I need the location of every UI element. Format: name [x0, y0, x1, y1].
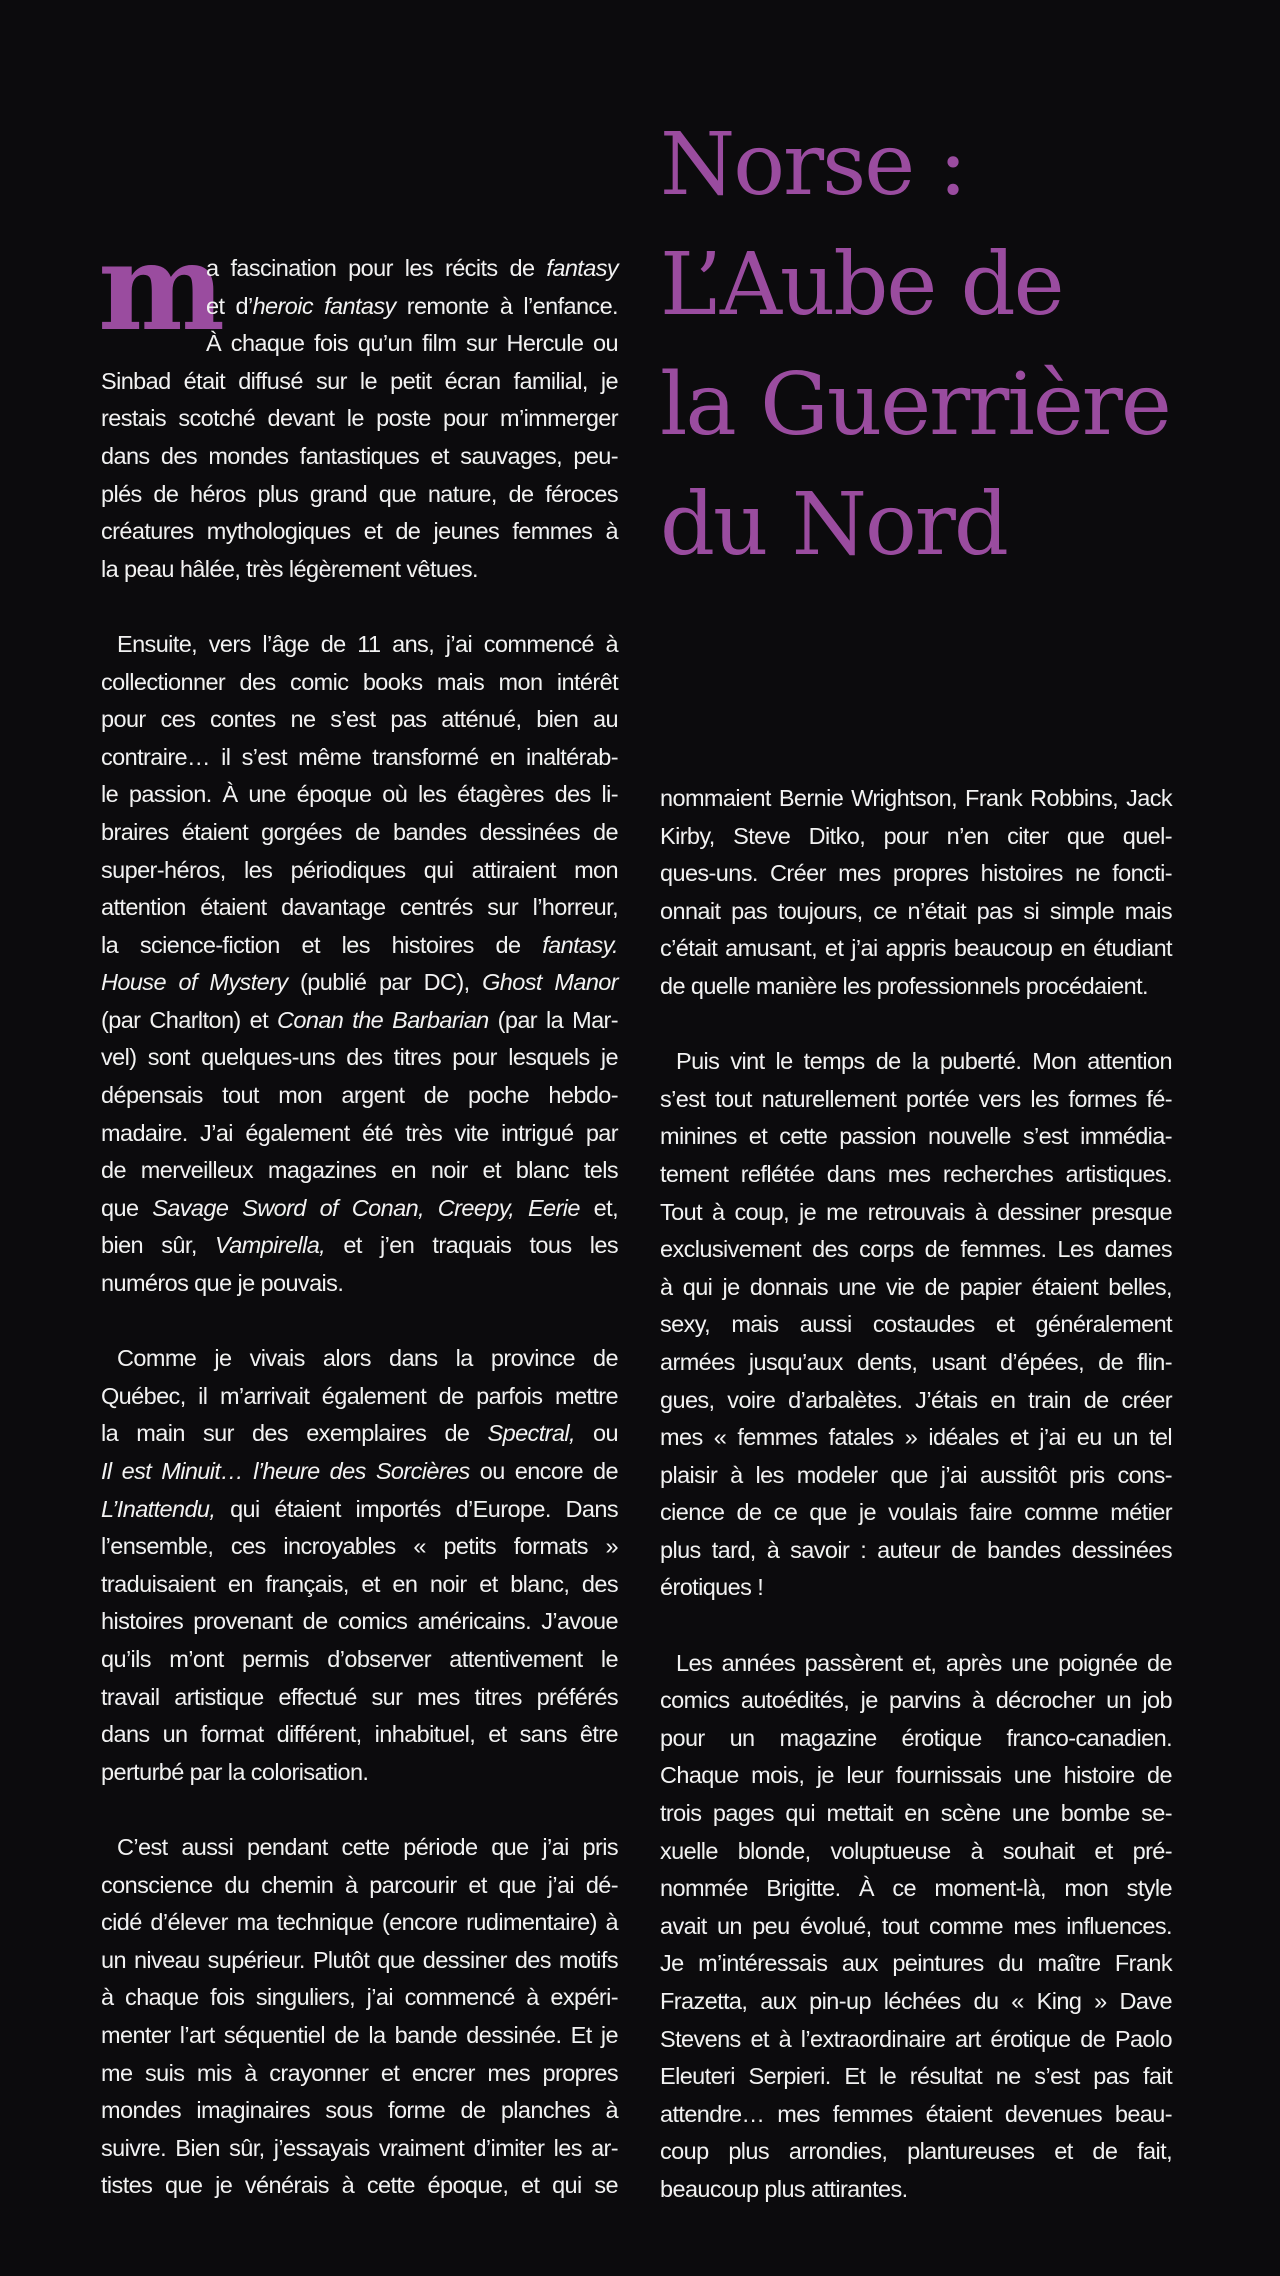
- text-line: tement reflétée dans mes recherches artistiques.: [660, 1160, 1172, 1187]
- italic-title: fantasy: [546, 255, 618, 281]
- text-line: plaisir à les modeler que j’ai aussitôt pris cons-: [660, 1461, 1172, 1488]
- text-line: Tout à coup, je me retrouvais à dessiner presque: [660, 1198, 1172, 1225]
- right-column: [660, 780, 1172, 2209]
- text-line: à chaque fois singuliers, j’ai commencé à expéri-: [101, 1984, 618, 2011]
- text-line: Puis vint le temps de la puberté. Mon attention: [676, 1048, 1172, 1075]
- text-line: dans des mondes fantastiques et sauvages, peu-: [101, 442, 618, 469]
- text-line: House of Mystery (publié par DC), Ghost Manor: [101, 969, 618, 996]
- text-line: créatures mythologiques et de jeunes femmes à: [101, 518, 618, 545]
- text-line: Québec, il m’arrivait également de parfois mettre: [101, 1382, 618, 1409]
- text-line: restais scotché devant le poste pour m’immerger: [101, 405, 618, 432]
- title-line: Norse :: [660, 115, 966, 215]
- text-line: suivre. Bien sûr, j’essayais vraiment d’imiter les ar-: [101, 2134, 618, 2161]
- text-line: (par Charlton) et Conan the Barbarian (par la Mar-: [101, 1006, 618, 1033]
- text-line: ques-uns. Créer mes propres histoires ne foncti-: [660, 860, 1172, 887]
- text-line: pour ces contes ne s’est pas atténué, bien au: [101, 706, 618, 733]
- paragraph-gap: [660, 1607, 1172, 1645]
- text-line: mondes imaginaires sous forme de planches à: [101, 2097, 618, 2124]
- text-line: coup plus arrondies, plantureuses et de fait,: [660, 2138, 1172, 2165]
- text-line: conscience du chemin à parcourir et que j’ai dé-: [101, 1871, 618, 1898]
- text-line: Eleuteri Serpieri. Et le résultat ne s’est pas fait: [660, 2063, 1172, 2090]
- paragraph-gap: [660, 1006, 1172, 1044]
- text-line: Ensuite, vers l’âge de 11 ans, j’ai commencé à: [117, 630, 618, 657]
- title-line: la Guerrière: [660, 355, 1170, 455]
- text-line: Kirby, Steve Ditko, pour n’en citer que quel-: [660, 822, 1172, 849]
- text-line: de quelle manière les professionnels procédaient.: [660, 972, 1148, 999]
- text-line: Chaque mois, je leur fournissais une histoire de: [660, 1762, 1172, 1789]
- italic-title: House of Mystery: [101, 969, 288, 996]
- italic-title: Ghost Manor: [482, 969, 618, 996]
- text-line: contraire… il s’est même transformé en inaltérab-: [101, 743, 618, 770]
- text-line: tistes que je vénérais à cette époque, et qui se: [101, 2172, 618, 2199]
- text-line: trois pages qui mettait en scène une bombe se-: [660, 1800, 1172, 1827]
- text-line: bien sûr, Vampirella, et j’en traquais tous les: [101, 1232, 618, 1259]
- text-line: Frazetta, aux pin-up léchées du « King » Dave: [660, 1988, 1172, 2014]
- text-line: sexy, mais aussi costaudes et généralement: [660, 1311, 1172, 1338]
- text-line: dépensais tout mon argent de poche hebdo-: [101, 1082, 618, 1109]
- text-line: la main sur des exemplaires de Spectral, ou: [101, 1420, 618, 1447]
- italic-title: Spectral,: [487, 1420, 575, 1447]
- text-line: a fascination pour les récits de fantasy: [206, 255, 618, 281]
- text-line: minines et cette passion nouvelle s’est immédia-: [660, 1123, 1172, 1150]
- text-line: avait un peu évolué, tout comme mes influences.: [660, 1912, 1172, 1939]
- text-line: cience de ce que je voulais faire comme métier: [660, 1499, 1172, 1526]
- text-line: Les années passèrent et, après une poignée de: [676, 1649, 1172, 1676]
- text-line: perturbé par la colorisation.: [101, 1758, 369, 1785]
- text-line: collectionner des comic books mais mon intérêt: [101, 668, 618, 695]
- italic-title: heroic fantasy: [252, 292, 396, 319]
- text-line: À chaque fois qu’un film sur Hercule ou: [206, 330, 618, 357]
- text-line: un niveau supérieur. Plutôt que dessiner des motifs: [101, 1946, 618, 1973]
- text-line: Comme je vivais alors dans la province de: [117, 1345, 618, 1372]
- text-line: mes « femmes fatales » idéales et j’ai eu un tel: [660, 1424, 1172, 1451]
- paragraph-gap: [101, 588, 618, 626]
- text-line: exclusivement des corps de femmes. Les dames: [660, 1236, 1172, 1263]
- text-line: traduisaient en français, et en noir et blanc, des: [101, 1570, 618, 1597]
- text-line: nommaient Bernie Wrightson, Frank Robbins, Jack: [660, 785, 1172, 811]
- text-line: érotiques !: [660, 1574, 764, 1601]
- text-line: pour un magazine érotique franco-canadien.: [660, 1724, 1172, 1751]
- text-line: Je m’intéressais aux peintures du maître Frank: [660, 1950, 1172, 1977]
- text-line: le passion. À une époque où les étagères des li-: [101, 781, 618, 808]
- text-line: attendre… mes femmes étaient devenues beau-: [660, 2100, 1172, 2127]
- text-line: qu’ils m’ont permis d’observer attentivement le: [101, 1645, 618, 1672]
- text-line: l’ensemble, ces incroyables « petits formats »: [101, 1533, 618, 1560]
- text-line: dans un format différent, inhabituel, et sans être: [101, 1721, 618, 1748]
- text-line: c’était amusant, et j’ai appris beaucoup en étudiant: [660, 935, 1172, 962]
- text-line: que Savage Sword of Conan, Creepy, Eerie et,: [101, 1194, 618, 1221]
- text-line: xuelle blonde, voluptueuse à souhait et pré-: [660, 1837, 1172, 1864]
- text-line: onnait pas toujours, ce n’était pas si simple mais: [660, 897, 1172, 924]
- drop-cap: m: [98, 217, 219, 358]
- text-line: L’Inattendu, qui étaient importés d’Europe. Dans: [101, 1495, 618, 1522]
- italic-title: L’Inattendu,: [101, 1495, 216, 1522]
- text-line: attention étaient davantage centrés sur l’horreur,: [101, 894, 618, 921]
- title-line: du Nord: [660, 475, 1007, 575]
- text-line: braires étaient gorgées de bandes dessinées de: [101, 818, 618, 845]
- text-line: plus tard, à savoir : auteur de bandes dessinées: [660, 1536, 1172, 1563]
- text-line: Il est Minuit… l’heure des Sorcières ou encore de: [101, 1458, 618, 1485]
- text-line: armées jusqu’aux dents, usant d’épées, de flin-: [660, 1348, 1172, 1375]
- text-line: cidé d’élever ma technique (encore rudimentaire) à: [101, 1909, 618, 1936]
- text-line: comics autoédités, je parvins à décrocher un job: [660, 1687, 1172, 1714]
- left-column: [101, 363, 618, 2205]
- italic-title: fantasy.: [542, 931, 618, 958]
- italic-title: Il est Minuit… l’heure des Sorcières: [101, 1458, 470, 1485]
- text-line: histoires provenant de comics américains. J’avoue: [101, 1608, 618, 1635]
- text-line: C’est aussi pendant cette période que j’ai pris: [117, 1833, 618, 1860]
- article-title: [660, 105, 1260, 585]
- italic-title: Savage Sword of Conan, Creepy, Eerie: [152, 1194, 580, 1221]
- text-line: la peau hâlée, très légèrement vêtues.: [101, 555, 478, 582]
- italic-title: Conan the Barbarian: [277, 1006, 489, 1033]
- text-line: madaire. J’ai également été très vite intrigué par: [101, 1119, 618, 1146]
- text-line: menter l’art séquentiel de la bande dessinée. Et je: [101, 2021, 618, 2048]
- text-line: travail artistique effectué sur mes titres préférés: [101, 1683, 618, 1710]
- italic-title: Vampirella,: [215, 1232, 326, 1259]
- text-line: Stevens et à l’extraordinaire art érotique de Paolo: [660, 2025, 1172, 2052]
- paragraph-gap: [101, 1303, 618, 1341]
- text-line: Sinbad était diffusé sur le petit écran familial, je: [101, 367, 618, 394]
- text-line: vel) sont quelques-uns des titres pour lesquels je: [101, 1044, 618, 1071]
- text-line: gues, voire d’arbalètes. J’étais en train de créer: [660, 1386, 1172, 1413]
- text-line: à qui je donnais une vie de papier étaient belles,: [660, 1273, 1172, 1300]
- text-line: plés de héros plus grand que nature, de féroces: [101, 480, 618, 507]
- text-line: la science-fiction et les histoires de fantasy.: [101, 931, 618, 958]
- text-line: beaucoup plus attirantes.: [660, 2175, 908, 2202]
- title-line: L’Aube de: [660, 235, 1063, 335]
- text-line: numéros que je pouvais.: [101, 1270, 344, 1297]
- text-line: nommée Brigitte. À ce moment-là, mon style: [660, 1875, 1172, 1902]
- intro-lines: [206, 250, 618, 363]
- paragraph-gap: [101, 1791, 618, 1829]
- text-line: me suis mis à crayonner et encrer mes propres: [101, 2059, 618, 2086]
- text-line: s’est tout naturellement portée vers les formes fé-: [660, 1085, 1172, 1112]
- text-line: et d’heroic fantasy remonte à l’enfance.: [206, 292, 618, 319]
- text-line: de merveilleux magazines en noir et blanc tels: [101, 1157, 618, 1184]
- text-line: super-héros, les périodiques qui attiraient mon: [101, 856, 618, 883]
